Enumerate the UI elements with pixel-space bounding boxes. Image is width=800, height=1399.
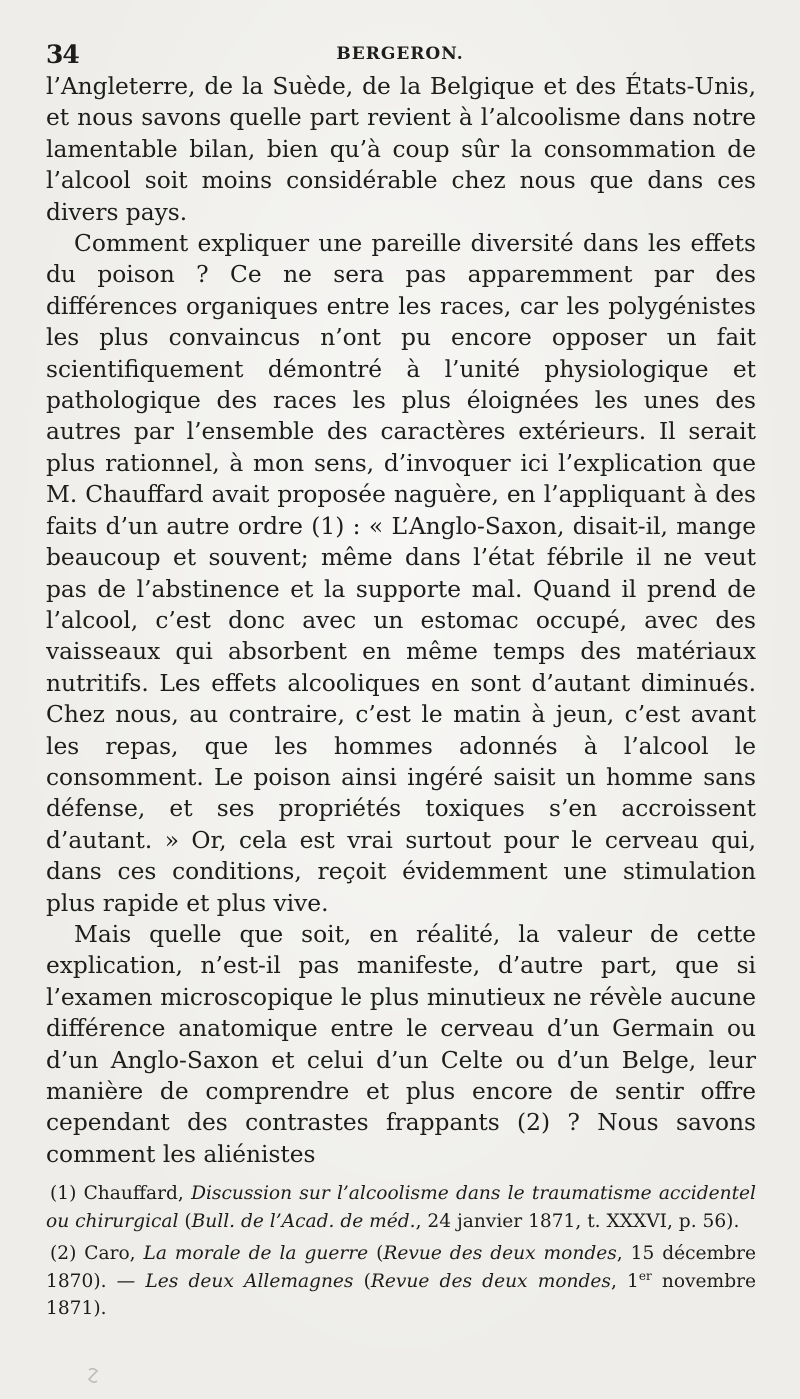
running-head: BERGERON. — [336, 44, 464, 64]
page-header — [46, 38, 754, 68]
footnote-2-title2: Les deux Allemagnes — [145, 1270, 354, 1292]
footnote-2-journal2: Revue des deux mondes — [370, 1270, 611, 1292]
footnote-1 — [46, 1180, 756, 1235]
footnote-1-title: Discussion sur l’alcoolisme dans le traumatisme accidentel ou chirurgical — [46, 1183, 757, 1232]
footnote-2-title: La morale de la guerre — [143, 1243, 369, 1265]
printer-mark-icon — [86, 1366, 100, 1386]
footnote-2-date-sup: er — [638, 1268, 652, 1283]
footnote-2-lead: (2) Caro, — [50, 1243, 144, 1265]
footnote-1-open: ( — [178, 1210, 192, 1232]
body-text — [46, 71, 756, 1170]
footnote-1-journal: Bull. de l’Acad. de méd. — [191, 1210, 416, 1232]
footnote-2-mid: , 15 décembre 1870). — — [46, 1243, 756, 1292]
footnote-2-open: ( — [368, 1243, 384, 1265]
footnote-2-date-pre: , 1 — [610, 1270, 639, 1292]
paragraph: Mais quelle que soit, en réalité, la valeur de cette explication, n’est-il pas manifeste, d’autre part, que si l’examen microscopique le plus minutieux ne révèle aucune différence anatomique entre le cerveau d’un Germain ou d’un Anglo-Saxon et celui d’un Celte ou d’un Belge, leur manière de comprendre et plus encore de sentir offre cependant des contrastes frappants (2) ? Nous savons comment les aliénistes — [46, 920, 756, 1168]
paragraph: Comment expliquer une pareille diversité dans les effets du poison ? Ce ne sera pas apparemment par des différences organiques entre les races, car les polygénistes les plus convaincus n’ont pu encore opposer un fait scientifiquement démontré à l’unité physiologique et pathologique des races les plus éloignées les unes des autres par l’ensemble des caractères extérieurs. Il serait plus rationnel, à mon sens, d’invoquer ici l’explication que M. Chauffard avait proposée naguère, en l’appliquant à des faits d’un autre ordre (1) : « L’Anglo-Saxon, disait-il, mange beaucoup et souvent; même dans l’état fébrile il ne veut pas de l’abstinence et la supporte mal. Quand il prend de l’alcool, c’est donc avec un estomac occupé, avec des vaisseaux qui absorbent en même temps des matériaux nutritifs. Les effets alcooliques en sont d’autant diminués. Chez nous, au contraire, c’est le matin à jeun, c’est avant les repas, que les hommes adonnés à l’alcool le consomment. Le poison ainsi ingéré saisit un homme sans défense, et ses propriétés toxiques s’en accroissent d’autant. » Or, cela est vrai surtout pour le cerveau qui, dans ces conditions, reçoit évidemment une stimulation plus rapide et plus vive. — [46, 230, 756, 917]
footnote-2-date-post: novembre 1871). — [46, 1270, 756, 1320]
page-number: 34 — [46, 40, 79, 69]
paragraph-continuation: l’Angleterre, de la Suède, de la Belgique et des États-Unis, et nous savons quelle part revient à l’alcoolisme dans notre lamentable bilan, bien qu’à coup sûr la consommation de l’alcool soit moins considérable chez nous que dans ces divers pays. — [46, 73, 756, 226]
signature-mark — [86, 1366, 100, 1391]
footnote-2-journal: Revue des deux mondes — [383, 1243, 617, 1265]
footnote-1-lead: (1) Chauffard, — [50, 1183, 192, 1204]
footnote-2-open2: ( — [353, 1270, 371, 1292]
footnote-1-rest: , 24 janvier 1871, t. XXXVI, p. 56). — [415, 1210, 740, 1232]
footnotes — [46, 1180, 756, 1328]
footnote-2 — [46, 1240, 756, 1323]
